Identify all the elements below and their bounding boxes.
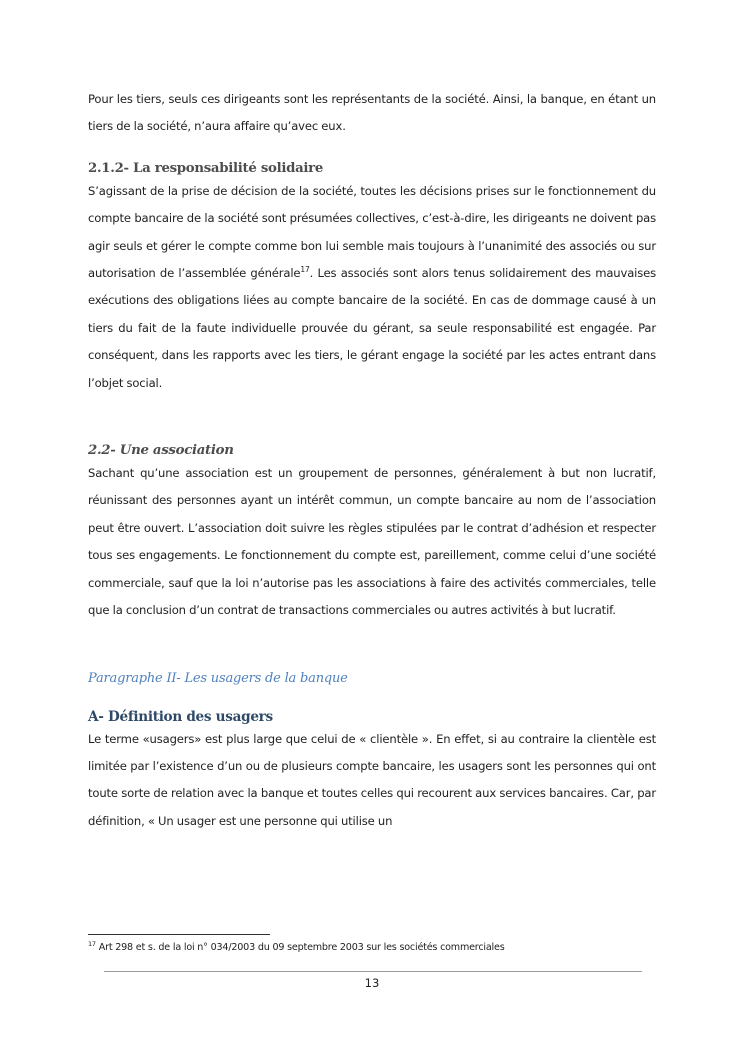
footnote <box>88 941 688 955</box>
heading-2-1-2: 2.1.2- La responsabilité solidaire <box>88 160 324 176</box>
paragraph-2-1-2 <box>88 178 656 397</box>
footnote-separator <box>88 934 270 935</box>
heading-a-definition: A- Définition des usagers <box>88 708 273 725</box>
page-number: 13 <box>364 976 380 990</box>
footnote-number: 17 <box>88 940 96 948</box>
page-content <box>88 86 656 835</box>
footnote-text: Art 298 et s. de la loi n° 034/2003 du 09 septembre 2003 sur les sociétés commerciales <box>95 942 505 953</box>
heading-2-2: 2.2- Une association <box>88 443 234 459</box>
footer-rule <box>104 971 642 972</box>
footnote-reference[interactable]: 17 <box>300 265 310 275</box>
intro-paragraph: Pour les tiers, seuls ces dirigeants sont les représentants de la société. Ainsi, la banque, en étant un tiers de la société, n’aura affaire qu’avec eux. <box>88 92 656 134</box>
paragraph-a-definition: Le terme «usagers» est plus large que celui de « clientèle ». En effet, si au contraire la clientèle est limitée par l’existence d’un ou de plusieurs compte bancaire, les usagers sont les personnes qui ont toute sorte de relation avec la banque et toutes celles qui recourent aux services bancaires. Car, par définition, « Un usager est une personne qui utilise un <box>88 731 656 828</box>
paragraph-2-1-2-part-2: . Les associés sont alors tenus solidairement des mauvaises exécutions des obligations liées au compte bancaire de la société. En cas de dommage causé à un tiers du fait de la faute individuelle prouvée du gérant, sa seule responsabilité est engagée. Par conséquent, dans les rapports avec les tiers, le gérant engage la société par les actes entrant dans l’objet social. <box>88 266 656 390</box>
paragraph-ii-heading: Paragraphe II- Les usagers de la banque <box>88 670 348 686</box>
paragraph-2-2: Sachant qu’une association est un groupement de personnes, généralement à but non lucratif, réunissant des personnes ayant un intérêt commun, un compte bancaire au nom de l’association peut être ouvert. L’association doit suivre les règles stipulées par le contrat d’adhésion et respecter tous ses engagements. Le fonctionnement du compte est, pareillement, comme celui d’une société commerciale, sauf que la loi n’autorise pas les associations à faire des activités commerciales, telle que la conclusion d’un contrat de transactions commerciales ou autres activités à but lucratif. <box>88 466 656 618</box>
paragraph-2-1-2-part-1: S’agissant de la prise de décision de la société, toutes les décisions prises sur le fonctionnement du compte bancaire de la société sont présumées collectives, c’est-à-dire, les dirigeants ne doivent pas agir seuls et gérer le compte comme bon lui semble mais toujours à l’unanimité des associés ou sur autorisation de l’assemblée générale <box>88 183 656 281</box>
